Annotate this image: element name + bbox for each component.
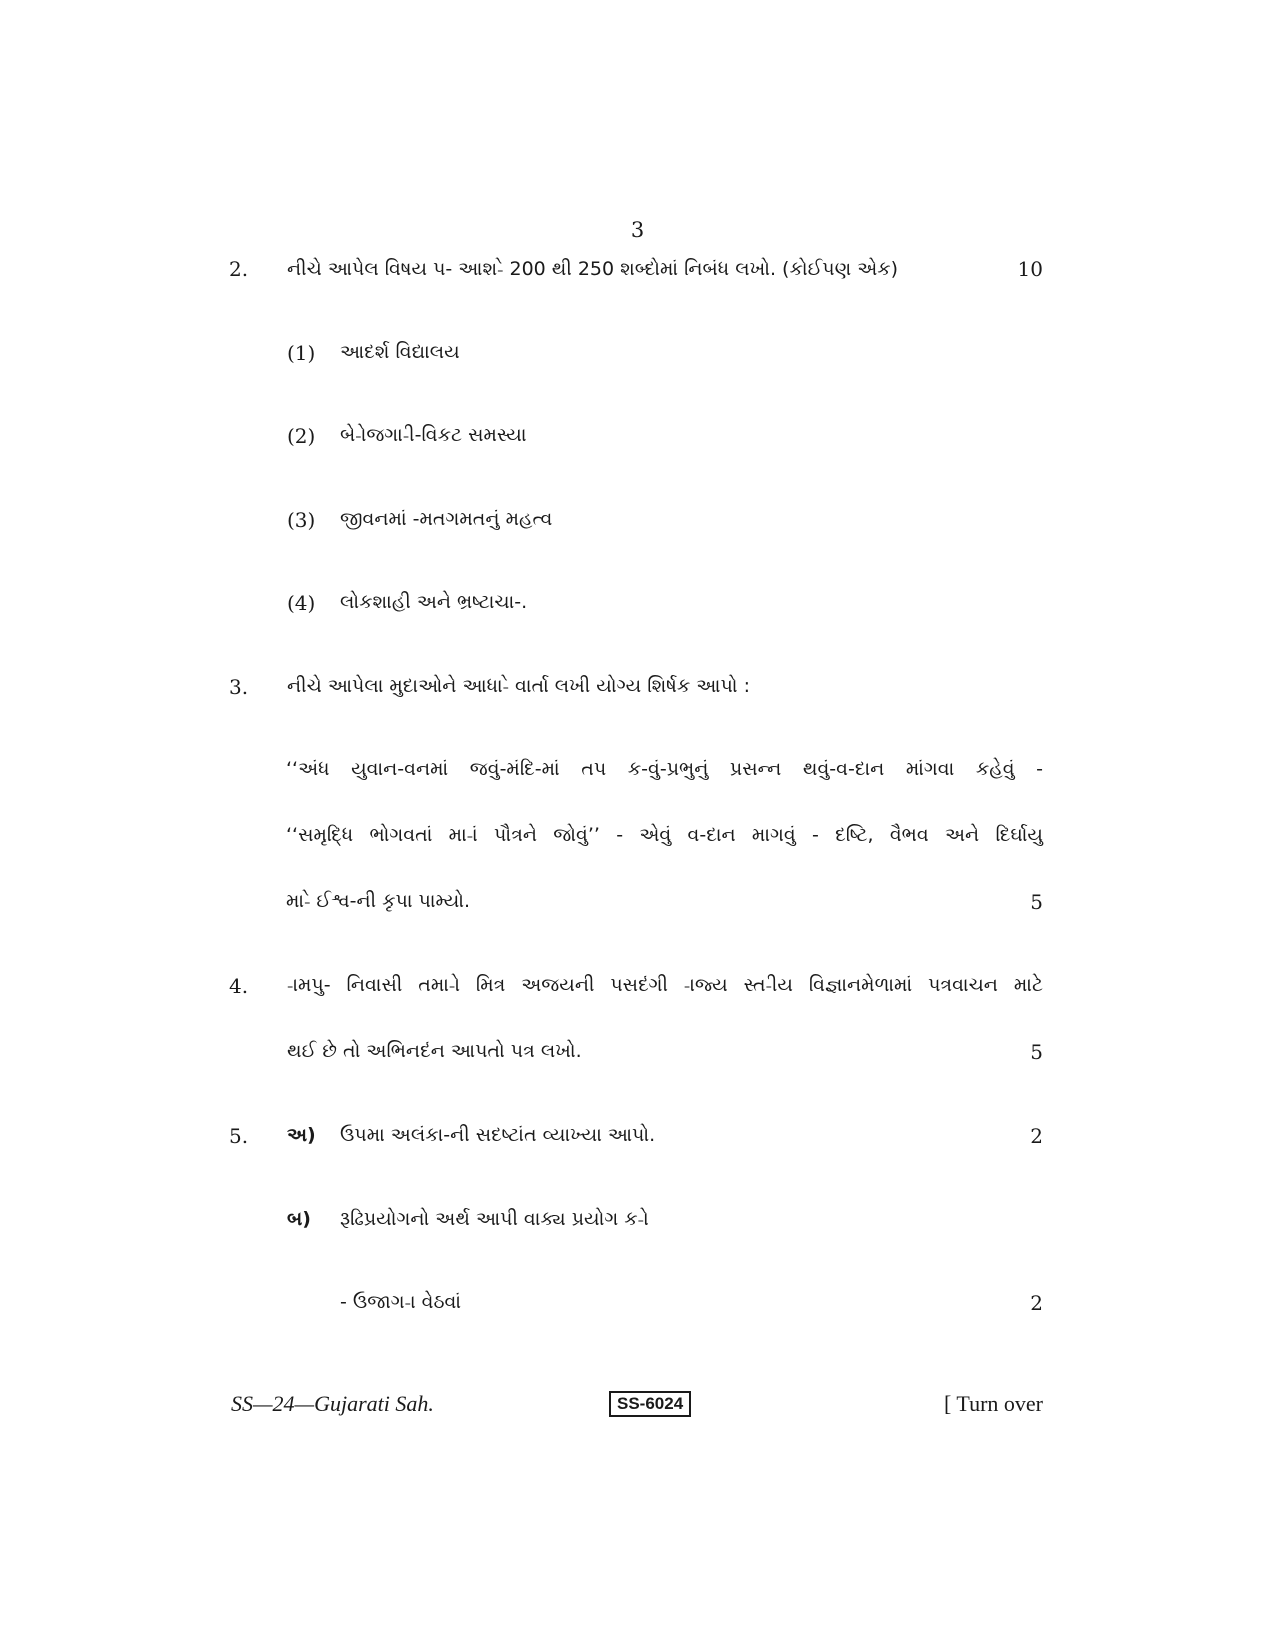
q5-idiom-marks: 2 bbox=[1030, 1291, 1043, 1315]
question-4-line-1: -ામપુ- નિવાસી તમા-ો મિત્ર અજયની પસદંગી -ાજ્ય સ્ત-ીય વિજ્ઞાનમેળામાં પત્રવાચન માટે bbox=[287, 974, 1043, 996]
q5-part-a-label: અ) bbox=[287, 1124, 316, 1146]
question-3-number: 3. bbox=[229, 675, 249, 699]
q2-option-2-text: બે-ોજગા-ી-વિકટ સમસ્યા bbox=[340, 424, 527, 446]
question-4-number: 4. bbox=[229, 974, 249, 998]
question-3-marks: 5 bbox=[1030, 890, 1043, 914]
question-2-marks: 10 bbox=[1017, 257, 1043, 281]
question-2-number: 2. bbox=[229, 257, 249, 281]
q5-idiom-text: - ઉજાગ-ા વેઠવાં bbox=[340, 1291, 462, 1313]
question-4-line-2: થઈ છે તો અભિનદંન આપતો પત્ર લખો. bbox=[287, 1040, 582, 1062]
footer-paper-code: SS-6024 bbox=[609, 1391, 691, 1417]
q5-part-a-text: ઉપમા અલંકા-ની સદષ્ટાંત વ્યાખ્યા આપો. bbox=[340, 1124, 656, 1146]
question-3-line-1: ‘‘અંધ યુવાન-વનમાં જવું-મંદિ-માં તપ ક-વું-પ્રભુનું પ્રસન્ન થવું-વ-દાન માંગવા કહેવું - bbox=[286, 758, 1043, 780]
q2-option-2-number: (2) bbox=[287, 424, 316, 448]
q2-option-1-text: આદર્શ વિદ્યાલય bbox=[340, 341, 460, 363]
q2-option-4-text: લોકશાહી અને ભ્રષ્ટાચા-. bbox=[340, 591, 528, 613]
question-2-text: નીચે આપેલ વિષય પ- આશ-ે 200 થી 250 શબ્દોમાં નિબંધ લખો. (કોઈપણ એક) bbox=[287, 258, 899, 280]
question-3-text: નીચે આપેલા મુદાઓને આધા-ે વાર્તા લખી યોગ્ય શિર્ષક આપો : bbox=[287, 675, 750, 697]
q2-option-3-text: જીવનમાં -મતગમતનું મહત્વ bbox=[340, 508, 553, 530]
question-3-line-2: ‘‘સમૃદ્ધિ ભોગવતાં મા-ાં પૌત્રને જોવું’’ - એવું વ-દાન માગવું - દષ્ટિ, વૈભવ અને દિર્ઘાયુ bbox=[286, 824, 1043, 846]
q2-option-4-number: (4) bbox=[287, 591, 316, 615]
q5-part-b-label: બ) bbox=[287, 1208, 311, 1230]
q5-part-a-marks: 2 bbox=[1030, 1124, 1043, 1148]
q5-part-b-text: રૂઢિપ્રયોગનો અર્થ આપી વાક્ય પ્રયોગ ક-ો bbox=[340, 1208, 649, 1230]
question-5-number: 5. bbox=[229, 1124, 249, 1148]
page-number: 3 bbox=[630, 218, 645, 242]
question-3-line-3: મા-ે ઈશ્વ-ની કૃપા પામ્યો. bbox=[286, 890, 471, 912]
question-4-marks: 5 bbox=[1030, 1040, 1043, 1064]
q2-option-1-number: (1) bbox=[287, 341, 316, 365]
footer-paper-name: SS—24—Gujarati Sah. bbox=[231, 1391, 434, 1416]
q2-option-3-number: (3) bbox=[287, 508, 316, 532]
footer-turn-over: [ Turn over bbox=[943, 1391, 1043, 1416]
